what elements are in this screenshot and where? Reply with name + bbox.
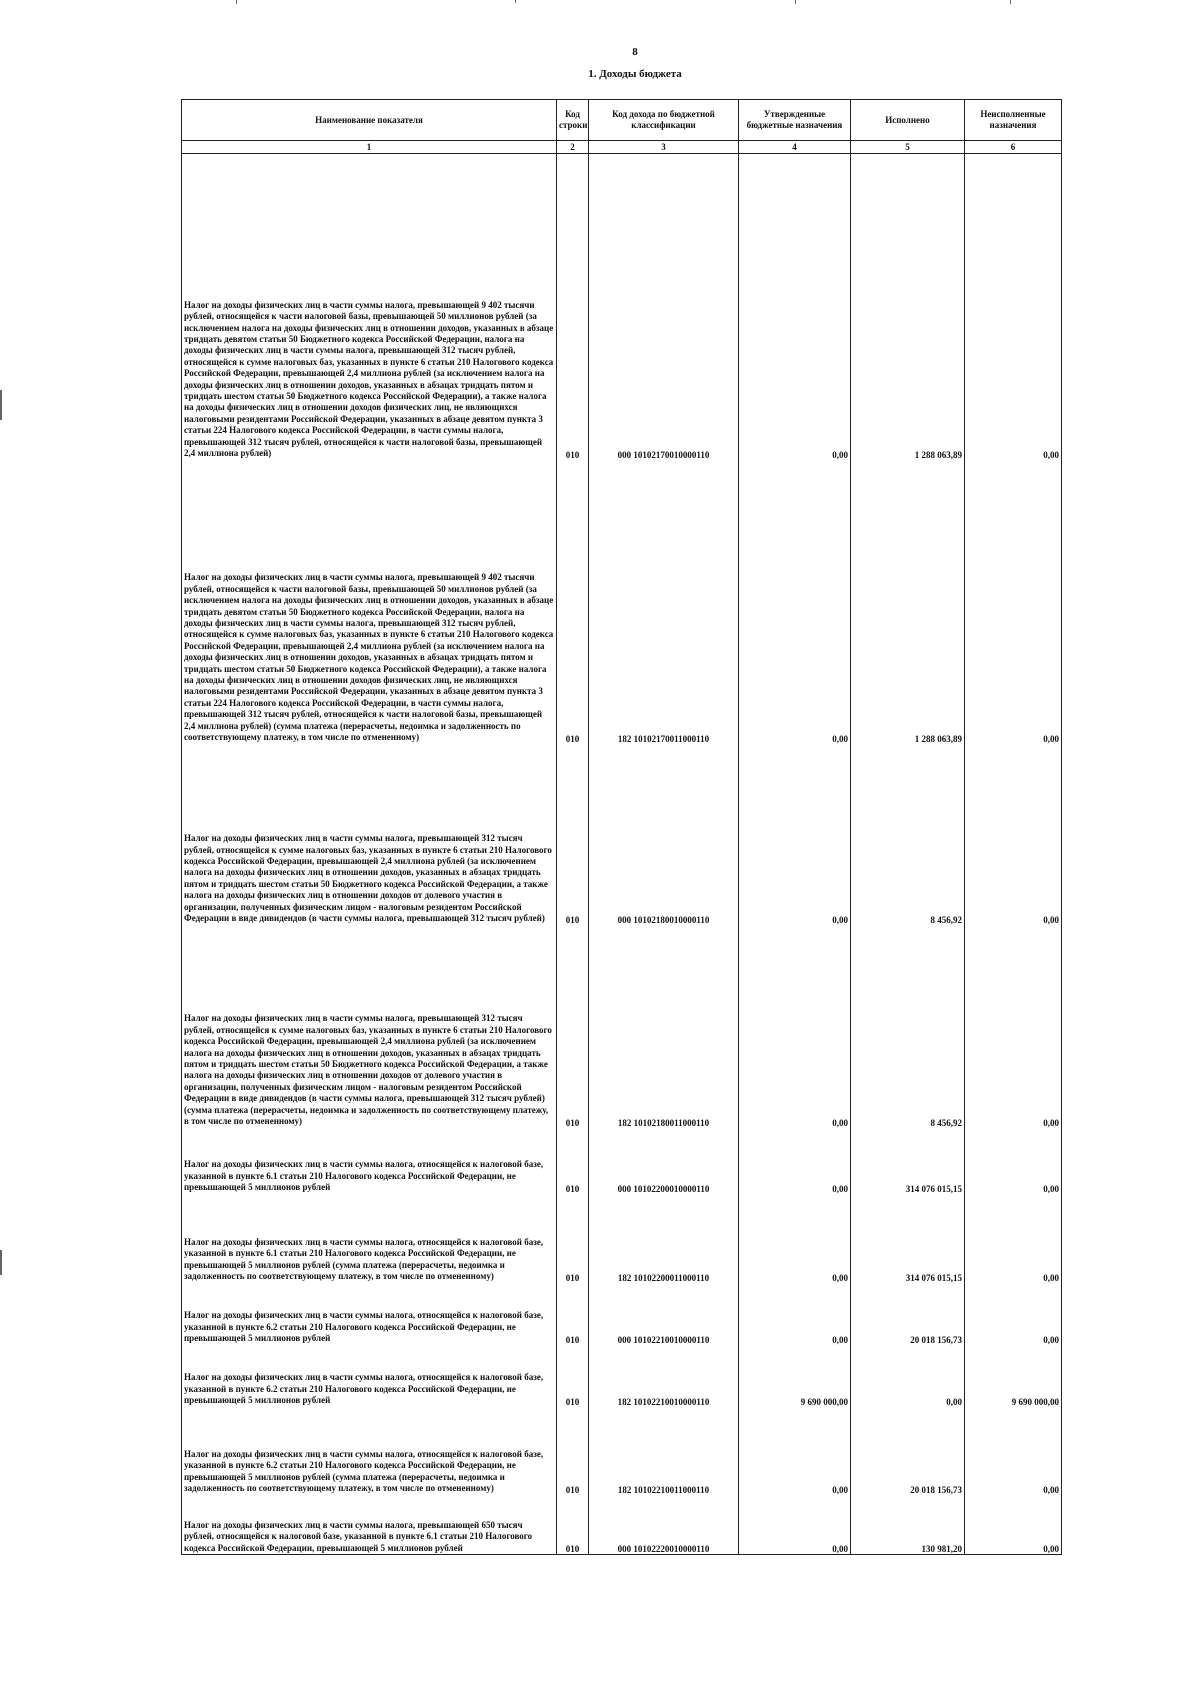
indicator-name: Налог на доходы физических лиц в части суммы налога, относящейся к налоговой базе, указанной в пункте 6.1 статьи 210 Налогового кодекса Российской Федерации, не превышающей 5 миллионов рублей — [182, 1128, 557, 1194]
unexecuted-amount: 0,00 — [965, 1495, 1062, 1555]
income-code: 182 10102170011000110 — [589, 460, 739, 744]
executed-amount: 130 981,20 — [851, 1495, 965, 1555]
scan-mark — [795, 0, 796, 4]
executed-amount: 0,00 — [851, 1345, 965, 1407]
column-number: 5 — [851, 141, 965, 154]
column-number: 6 — [965, 141, 1062, 154]
executed-amount: 20 018 156,73 — [851, 1283, 965, 1345]
unexecuted-amount: 0,00 — [965, 925, 1062, 1128]
unexecuted-amount: 0,00 — [965, 1283, 1062, 1345]
income-code: 182 10102200011000110 — [589, 1194, 739, 1283]
approved-amount: 0,00 — [739, 460, 851, 744]
indicator-name: Налог на доходы физических лиц в части суммы налога, относящейся к налоговой базе, указанной в пункте 6.2 статьи 210 Налогового кодекса Российской Федерации, не превышающей 5 миллионов рублей (сумма платежа (перерасчеты, недоимка и задолженность по соответствующему платежу, в том числе по отмененному) — [182, 1407, 557, 1495]
executed-amount: 1 288 063,89 — [851, 460, 965, 744]
column-number: 1 — [182, 141, 557, 154]
table-row — [182, 1283, 1062, 1345]
table-row — [182, 1407, 1062, 1495]
indicator-name: Налог на доходы физических лиц в части суммы налога, превышающей 312 тысяч рублей, относящейся к сумме налоговых баз, указанных в пункте 6 статьи 210 Налогового кодекса Российской Федерации, превышающей 2,4 миллиона рублей (за исключением налога на доходы физических лиц в отношении доходов, указанных в абзацах тридцать пятом и тридцать шестом статьи 50 Бюджетного кодекса Российской Федерации, а также налога на доходы физических лиц в отношении доходов от долевого участия в организации, полученных физическим лицом - налоговым резидентом Российской Федерации в виде дивидендов (в части суммы налога, превышающей 312 тысяч рублей) (сумма платежа (перерасчеты, недоимка и задолженность по соответствующему платежу, в том числе по отмененному) — [182, 925, 557, 1128]
section-title: 1. Доходы бюджета — [588, 68, 682, 80]
column-header: Код дохода по бюджетной классификации — [589, 100, 739, 141]
line-code: 010 — [557, 744, 589, 925]
unexecuted-amount: 0,00 — [965, 1128, 1062, 1194]
income-code: 182 10102210010000110 — [589, 1345, 739, 1407]
page-number: 8 — [632, 46, 638, 58]
line-code: 010 — [557, 925, 589, 1128]
table-row — [182, 925, 1062, 1128]
line-code: 010 — [557, 460, 589, 744]
approved-amount: 0,00 — [739, 925, 851, 1128]
line-code: 010 — [557, 1345, 589, 1407]
column-header: Код строки — [557, 100, 589, 141]
executed-amount: 314 076 015,15 — [851, 1194, 965, 1283]
column-header: Неисполненные назначения — [965, 100, 1062, 141]
income-code: 000 10102200010000110 — [589, 1128, 739, 1194]
scan-mark — [515, 0, 516, 3]
scan-mark — [1010, 0, 1011, 4]
indicator-name: Налог на доходы физических лиц в части суммы налога, превышающей 650 тысяч рублей, относящейся к налоговой базе, указанной в пункте 6.1 статьи 210 Налогового кодекса Российской Федерации, превышающей 5 миллионов рублей — [182, 1495, 557, 1555]
approved-amount: 0,00 — [739, 744, 851, 925]
indicator-name: Налог на доходы физических лиц в части суммы налога, относящейся к налоговой базе, указанной в пункте 6.2 статьи 210 Налогового кодекса Российской Федерации, не превышающей 5 миллионов рублей — [182, 1345, 557, 1407]
column-number: 2 — [557, 141, 589, 154]
line-code: 010 — [557, 1283, 589, 1345]
line-code: 010 — [557, 1495, 589, 1555]
line-code: 010 — [557, 1194, 589, 1283]
approved-amount: 0,00 — [739, 1283, 851, 1345]
column-number-row — [182, 141, 1062, 154]
table-row — [182, 1345, 1062, 1407]
income-code: 000 10102170010000110 — [589, 154, 739, 460]
income-code: 182 10102180011000110 — [589, 925, 739, 1128]
line-code: 010 — [557, 154, 589, 460]
income-code: 000 10102180010000110 — [589, 744, 739, 925]
column-number: 3 — [589, 141, 739, 154]
column-number: 4 — [739, 141, 851, 154]
approved-amount: 0,00 — [739, 1194, 851, 1283]
table-row — [182, 1194, 1062, 1283]
approved-amount: 9 690 000,00 — [739, 1345, 851, 1407]
line-code: 010 — [557, 1128, 589, 1194]
table-row — [182, 154, 1062, 460]
scan-mark — [236, 0, 237, 4]
table-row — [182, 744, 1062, 925]
approved-amount: 0,00 — [739, 1495, 851, 1555]
unexecuted-amount: 0,00 — [965, 460, 1062, 744]
table-header-row — [182, 100, 1062, 141]
indicator-name: Налог на доходы физических лиц в части суммы налога, относящейся к налоговой базе, указанной в пункте 6.1 статьи 210 Налогового кодекса Российской Федерации, не превышающей 5 миллионов рублей (сумма платежа (перерасчеты, недоимка и задолженность по соответствующему платежу, в том числе по отмененному) — [182, 1194, 557, 1283]
executed-amount: 314 076 015,15 — [851, 1128, 965, 1194]
unexecuted-amount: 0,00 — [965, 1194, 1062, 1283]
income-code: 000 10102220010000110 — [589, 1495, 739, 1555]
table-row — [182, 1128, 1062, 1194]
unexecuted-amount: 0,00 — [965, 154, 1062, 460]
approved-amount: 0,00 — [739, 1407, 851, 1495]
column-header: Исполнено — [851, 100, 965, 141]
scan-mark — [0, 390, 2, 420]
income-code: 182 10102210011000110 — [589, 1407, 739, 1495]
scan-mark — [0, 1250, 2, 1275]
column-header: Утвержденные бюджетные назначения — [739, 100, 851, 141]
approved-amount: 0,00 — [739, 154, 851, 460]
indicator-name: Налог на доходы физических лиц в части суммы налога, превышающей 9 402 тысячи рублей, относящейся к части налоговой базы, превышающей 50 миллионов рублей (за исключением налога на доходы физических лиц в отношении доходов, указанных в абзаце тридцать девятом статьи 50 Бюджетного кодекса Российской Федерации, налога на доходы физических лиц в части суммы налога, превышающей 312 тысяч рублей, относящейся к сумме налоговых баз, указанных в пункте 6 статьи 210 Налогового кодекса Российской Федерации, превышающей 2,4 миллиона рублей (за исключением налога на доходы физических лиц в отношении доходов, указанных в абзацах тридцать пятом и тридцать шестом статьи 50 Бюджетного кодекса Российской Федерации), а также налога на доходы физических лиц в отношении доходов физических лиц, не являющихся налоговыми резидентами Российской Федерации, указанных в абзаце девятом пункта 3 статьи 224 Налогового кодекса Российской Федерации, в части суммы налога, превышающей 312 тысяч рублей, относящейся к части налоговой базы, превышающей 2,4 миллиона рублей) (сумма платежа (перерасчеты, недоимка и задолженность по соответствующему платежу, в том числе по отмененному) — [182, 460, 557, 744]
unexecuted-amount: 0,00 — [965, 744, 1062, 925]
executed-amount: 20 018 156,73 — [851, 1407, 965, 1495]
executed-amount: 8 456,92 — [851, 744, 965, 925]
line-code: 010 — [557, 1407, 589, 1495]
indicator-name: Налог на доходы физических лиц в части суммы налога, превышающей 9 402 тысячи рублей, относящейся к части налоговой базы, превышающей 50 миллионов рублей (за исключением налога на доходы физических лиц в отношении доходов, указанных в абзаце тридцать девятом статьи 50 Бюджетного кодекса Российской Федерации, налога на доходы физических лиц в части суммы налога, превышающей 312 тысяч рублей, относящейся к сумме налоговых баз, указанных в пункте 6 статьи 210 Налогового кодекса Российской Федерации, превышающей 2,4 миллиона рублей (за исключением налога на доходы физических лиц в отношении доходов, указанных в абзацах тридцать пятом и тридцать шестом статьи 50 Бюджетного кодекса Российской Федерации), а также налога на доходы физических лиц в отношении доходов физических лиц, не являющихся налоговыми резидентами Российской Федерации, указанных в абзаце девятом пункта 3 статьи 224 Налогового кодекса Российской Федерации, в части суммы налога, превышающей 312 тысяч рублей, относящейся к части налоговой базы, превышающей 2,4 миллиона рублей) — [182, 154, 557, 460]
table-row — [182, 1495, 1062, 1555]
indicator-name: Налог на доходы физических лиц в части суммы налога, относящейся к налоговой базе, указанной в пункте 6.2 статьи 210 Налогового кодекса Российской Федерации, не превышающей 5 миллионов рублей — [182, 1283, 557, 1345]
executed-amount: 8 456,92 — [851, 925, 965, 1128]
indicator-name: Налог на доходы физических лиц в части суммы налога, превышающей 312 тысяч рублей, относящейся к сумме налоговых баз, указанных в пункте 6 статьи 210 Налогового кодекса Российской Федерации, превышающей 2,4 миллиона рублей (за исключением налога на доходы физических лиц в отношении доходов, указанных в абзацах тридцать пятом и тридцать шестом статьи 50 Бюджетного кодекса Российской Федерации, а также налога на доходы физических лиц в отношении доходов от долевого участия в организации, полученных физическим лицом - налоговым резидентом Российской Федерации в виде дивидендов (в части суммы налога, превышающей 312 тысяч рублей) — [182, 744, 557, 925]
unexecuted-amount: 9 690 000,00 — [965, 1345, 1062, 1407]
approved-amount: 0,00 — [739, 1128, 851, 1194]
income-code: 000 10102210010000110 — [589, 1283, 739, 1345]
table-row — [182, 460, 1062, 744]
executed-amount: 1 288 063,89 — [851, 154, 965, 460]
column-header: Наименование показателя — [182, 100, 557, 141]
unexecuted-amount: 0,00 — [965, 1407, 1062, 1495]
budget-income-table — [181, 99, 1062, 1555]
